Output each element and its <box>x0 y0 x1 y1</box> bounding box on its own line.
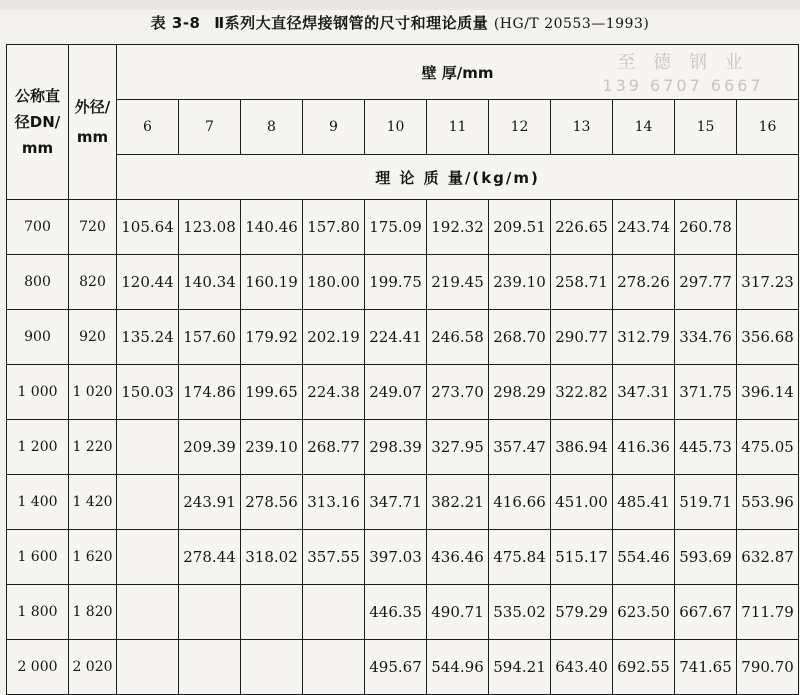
thickness-header-cell: 7 <box>179 100 241 155</box>
mass-cell: 202.19 <box>303 310 365 365</box>
mass-cell: 357.47 <box>489 420 551 475</box>
table-number: 表 3-8 <box>150 14 201 32</box>
mass-cell: 317.23 <box>737 255 799 310</box>
table-row <box>7 530 799 585</box>
header-od-label: 外径/mm <box>74 98 111 146</box>
mass-cell: 239.10 <box>489 255 551 310</box>
header-od <box>69 45 117 200</box>
od-cell: 720 <box>69 200 117 255</box>
mass-cell <box>117 420 179 475</box>
mass-cell: 790.70 <box>737 640 799 695</box>
table-row <box>7 640 799 695</box>
mass-cell <box>117 475 179 530</box>
mass-cell: 553.96 <box>737 475 799 530</box>
thickness-row <box>7 100 799 155</box>
mass-cell: 150.03 <box>117 365 179 420</box>
mass-cell: 268.77 <box>303 420 365 475</box>
mass-cell <box>117 585 179 640</box>
top-edge <box>0 0 800 10</box>
mass-cell: 157.80 <box>303 200 365 255</box>
mass-cell: 643.40 <box>551 640 613 695</box>
dn-cell: 1 400 <box>7 475 69 530</box>
mass-cell: 451.00 <box>551 475 613 530</box>
header-dn-label: 公称直径DN/mm <box>14 87 61 157</box>
mass-cell: 260.78 <box>675 200 737 255</box>
mass-cell: 475.84 <box>489 530 551 585</box>
table-row <box>7 365 799 420</box>
mass-cell: 515.17 <box>551 530 613 585</box>
mass-cell: 544.96 <box>427 640 489 695</box>
mass-cell: 224.41 <box>365 310 427 365</box>
thickness-header-cell: 8 <box>241 100 303 155</box>
dn-cell: 800 <box>7 255 69 310</box>
mass-cell: 140.46 <box>241 200 303 255</box>
dn-cell: 1 200 <box>7 420 69 475</box>
mass-cell: 356.68 <box>737 310 799 365</box>
mass-cell <box>117 640 179 695</box>
table-title-text: Ⅱ系列大直径焊接钢管的尺寸和理论质量 <box>214 14 489 32</box>
header-theoretical-mass: 理 论 质 量/(kg/m) <box>117 155 799 200</box>
dn-cell: 1 600 <box>7 530 69 585</box>
mass-cell: 436.46 <box>427 530 489 585</box>
mass-cell <box>241 585 303 640</box>
mass-cell: 322.82 <box>551 365 613 420</box>
od-cell: 1 620 <box>69 530 117 585</box>
mass-cell: 416.36 <box>613 420 675 475</box>
mass-cell: 579.29 <box>551 585 613 640</box>
mass-cell: 535.02 <box>489 585 551 640</box>
mass-cell: 347.71 <box>365 475 427 530</box>
table-row <box>7 585 799 640</box>
od-cell: 1 420 <box>69 475 117 530</box>
pipe-dimension-table <box>6 44 799 695</box>
mass-cell: 357.55 <box>303 530 365 585</box>
table-row <box>7 200 799 255</box>
od-cell: 1 820 <box>69 585 117 640</box>
header-wall-thickness: 壁 厚/mm <box>117 45 799 100</box>
mass-cell: 120.44 <box>117 255 179 310</box>
mass-cell: 140.34 <box>179 255 241 310</box>
thickness-header-cell: 14 <box>613 100 675 155</box>
mass-cell: 371.75 <box>675 365 737 420</box>
mass-cell: 268.70 <box>489 310 551 365</box>
mass-cell: 495.67 <box>365 640 427 695</box>
dn-cell: 1 800 <box>7 585 69 640</box>
mass-cell: 246.58 <box>427 310 489 365</box>
mass-cell: 174.86 <box>179 365 241 420</box>
mass-cell: 416.66 <box>489 475 551 530</box>
mass-cell: 318.02 <box>241 530 303 585</box>
mass-cell: 157.60 <box>179 310 241 365</box>
mass-cell: 485.41 <box>613 475 675 530</box>
table-row <box>7 475 799 530</box>
mass-cell: 593.69 <box>675 530 737 585</box>
thickness-header-cell: 16 <box>737 100 799 155</box>
mass-cell: 490.71 <box>427 585 489 640</box>
od-cell: 2 020 <box>69 640 117 695</box>
watermark-name: 至 德 钢 业 <box>617 52 749 73</box>
mass-cell: 313.16 <box>303 475 365 530</box>
table-row <box>7 420 799 475</box>
mass-cell: 741.65 <box>675 640 737 695</box>
mass-cell: 445.73 <box>675 420 737 475</box>
mass-cell: 623.50 <box>613 585 675 640</box>
mass-cell <box>241 640 303 695</box>
thickness-header-cell: 13 <box>551 100 613 155</box>
mass-cell: 226.65 <box>551 200 613 255</box>
mass-cell: 327.95 <box>427 420 489 475</box>
mass-cell: 278.44 <box>179 530 241 585</box>
table-body <box>7 200 799 695</box>
thickness-header-cell: 15 <box>675 100 737 155</box>
mass-cell: 382.21 <box>427 475 489 530</box>
mass-cell: 297.77 <box>675 255 737 310</box>
mass-cell: 312.79 <box>613 310 675 365</box>
thickness-header-cell: 11 <box>427 100 489 155</box>
dn-cell: 1 000 <box>7 365 69 420</box>
mass-cell: 175.09 <box>365 200 427 255</box>
thickness-header-cell: 6 <box>117 100 179 155</box>
mass-cell: 209.51 <box>489 200 551 255</box>
mass-cell: 199.65 <box>241 365 303 420</box>
mass-cell: 519.71 <box>675 475 737 530</box>
mass-cell: 209.39 <box>179 420 241 475</box>
mass-cell: 278.56 <box>241 475 303 530</box>
mass-cell: 692.55 <box>613 640 675 695</box>
thickness-header-cell: 10 <box>365 100 427 155</box>
mass-cell: 446.35 <box>365 585 427 640</box>
mass-cell <box>303 640 365 695</box>
mass-cell: 298.39 <box>365 420 427 475</box>
mass-cell: 290.77 <box>551 310 613 365</box>
mass-cell: 347.31 <box>613 365 675 420</box>
header-dn <box>7 45 69 200</box>
mass-cell: 243.91 <box>179 475 241 530</box>
mass-cell: 273.70 <box>427 365 489 420</box>
mass-cell <box>179 640 241 695</box>
od-cell: 1 220 <box>69 420 117 475</box>
mass-cell <box>303 585 365 640</box>
dn-cell: 2 000 <box>7 640 69 695</box>
mass-cell: 258.71 <box>551 255 613 310</box>
od-cell: 820 <box>69 255 117 310</box>
mass-cell: 386.94 <box>551 420 613 475</box>
dn-cell: 900 <box>7 310 69 365</box>
mass-cell <box>179 585 241 640</box>
mass-cell: 135.24 <box>117 310 179 365</box>
mass-cell: 711.79 <box>737 585 799 640</box>
od-cell: 1 020 <box>69 365 117 420</box>
mass-cell: 594.21 <box>489 640 551 695</box>
mass-cell: 219.45 <box>427 255 489 310</box>
watermark-phone: 139 6707 6667 <box>602 76 764 95</box>
mass-cell <box>737 200 799 255</box>
mass-cell: 667.67 <box>675 585 737 640</box>
mass-cell: 334.76 <box>675 310 737 365</box>
od-cell: 920 <box>69 310 117 365</box>
mass-cell: 160.19 <box>241 255 303 310</box>
table-title <box>0 12 800 33</box>
dn-cell: 700 <box>7 200 69 255</box>
mass-cell <box>117 530 179 585</box>
mass-cell: 180.00 <box>303 255 365 310</box>
mass-cell: 632.87 <box>737 530 799 585</box>
mass-cell: 243.74 <box>613 200 675 255</box>
table-standard: (HG/T 20553—1993) <box>493 16 650 32</box>
mass-cell: 123.08 <box>179 200 241 255</box>
mass-cell: 249.07 <box>365 365 427 420</box>
mass-cell: 239.10 <box>241 420 303 475</box>
mass-cell: 554.46 <box>613 530 675 585</box>
mass-cell: 396.14 <box>737 365 799 420</box>
mass-cell: 298.29 <box>489 365 551 420</box>
mass-cell: 192.32 <box>427 200 489 255</box>
mass-cell: 278.26 <box>613 255 675 310</box>
mass-cell: 397.03 <box>365 530 427 585</box>
table-row <box>7 255 799 310</box>
table-row <box>7 310 799 365</box>
mass-cell: 199.75 <box>365 255 427 310</box>
mass-cell: 179.92 <box>241 310 303 365</box>
mass-cell: 475.05 <box>737 420 799 475</box>
mass-cell: 224.38 <box>303 365 365 420</box>
thickness-header-cell: 12 <box>489 100 551 155</box>
thickness-header-cell: 9 <box>303 100 365 155</box>
mass-cell: 105.64 <box>117 200 179 255</box>
